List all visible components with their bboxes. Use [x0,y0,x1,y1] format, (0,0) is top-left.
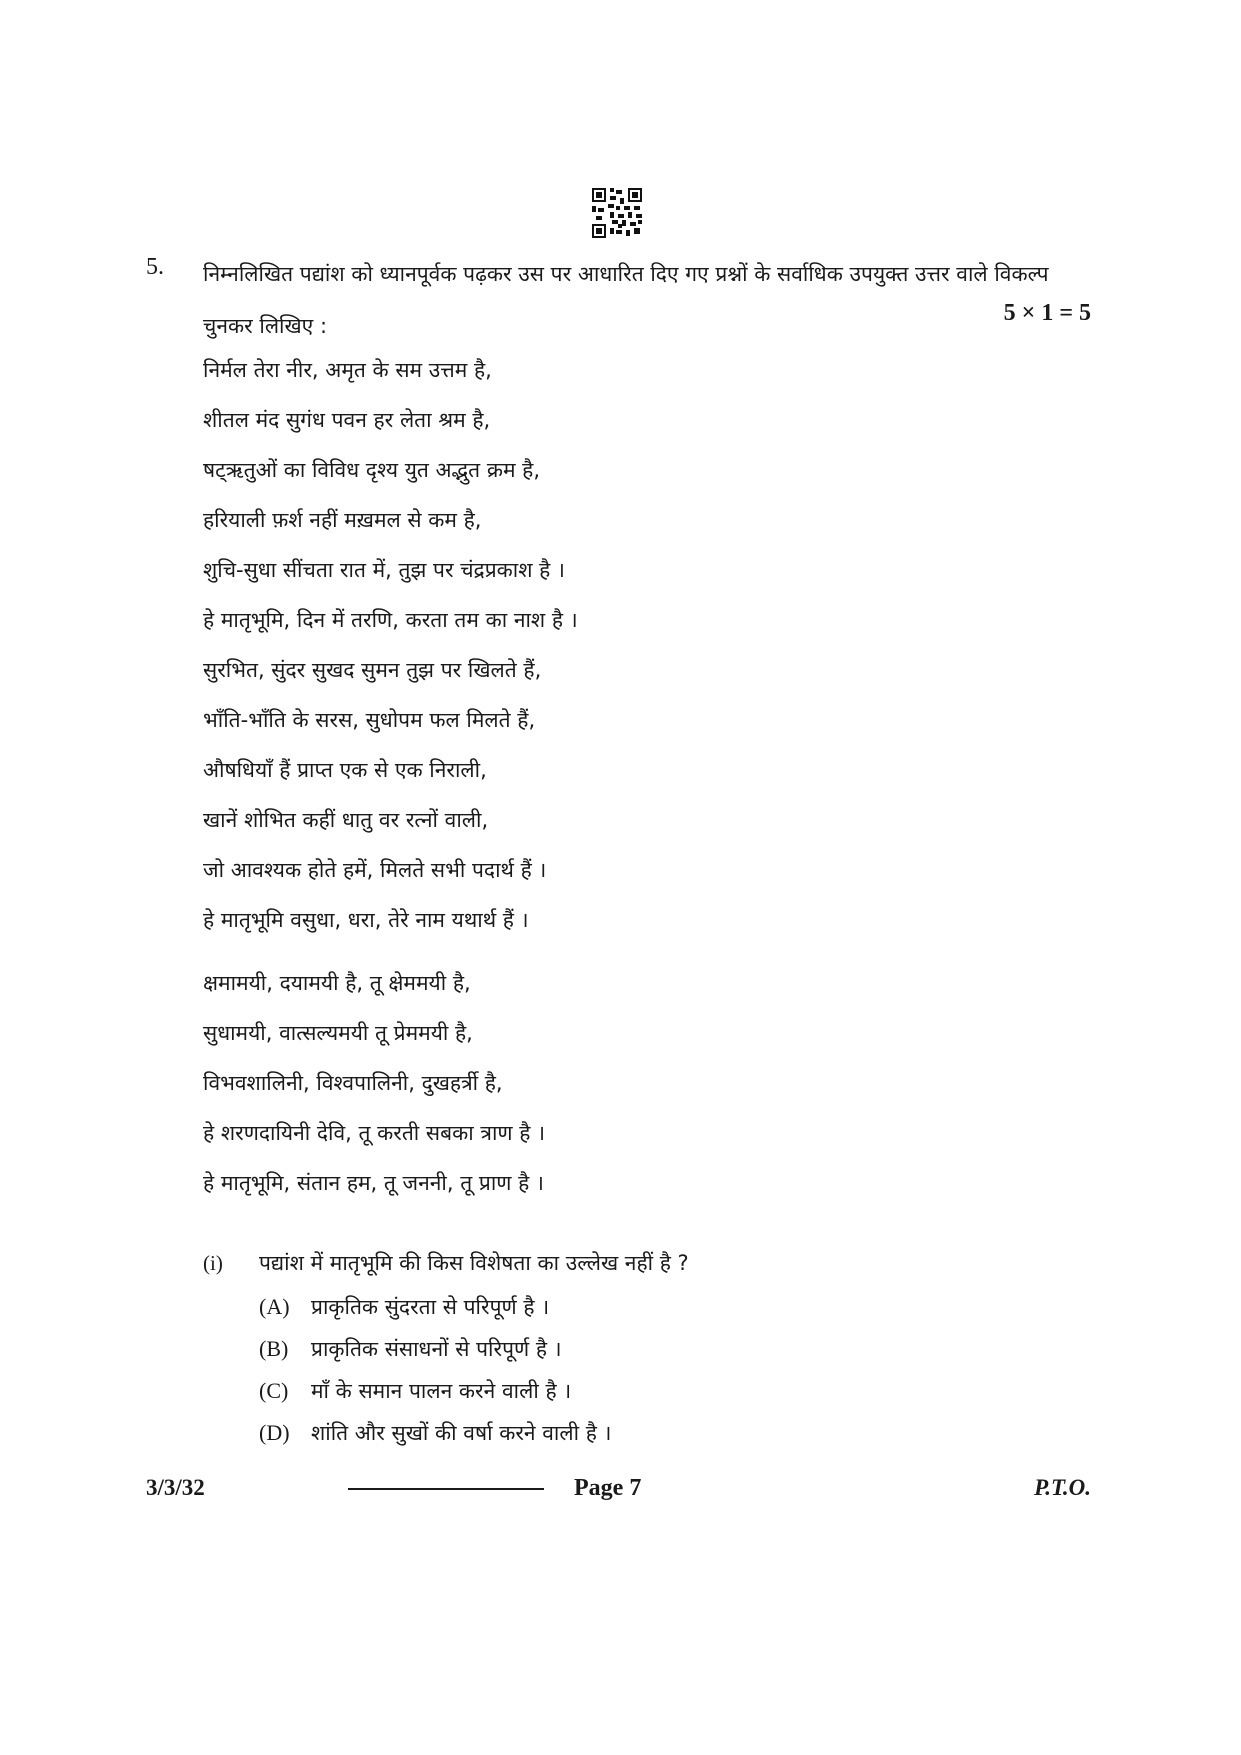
poem-line: हे शरणदायिनी देवि, तू करती सबका त्राण है । [203,1121,546,1145]
poem-stanza-1 [203,345,1003,945]
option-d [203,1412,1103,1454]
poem-line: विभवशालिनी, विश्वपालिनी, दुखहर्त्री है, [203,1071,503,1095]
poem-line: हरियाली फ़र्श नहीं मख़मल से कम है, [203,508,482,532]
poem-stanza-2 [203,958,1003,1208]
subquestion [203,1240,1103,1454]
poem-line: षट्ऋतुओं का विविध दृश्य युत अद्भुत क्रम है, [203,458,541,482]
subquestion-text: पद्यांश में मातृभूमि की किस विशेषता का उल्लेख नहीं है ? [259,1251,689,1275]
please-turn-over: P.T.O. [1034,1475,1091,1500]
option-label: (B) [259,1336,289,1361]
option-text: प्राकृतिक संसाधनों से परिपूर्ण है । [311,1337,562,1361]
option-text: प्राकृतिक सुंदरता से परिपूर्ण है । [311,1295,550,1319]
option-c [203,1370,1103,1412]
subquestion-stem [203,1240,1103,1286]
poem-line: निर्मल तेरा नीर, अमृत के सम उत्तम है, [203,358,492,382]
footer-divider [348,1488,544,1490]
question-number: 5. [146,254,164,280]
poem-line: क्षमामयी, दयामयी है, तू क्षेममयी है, [203,971,471,995]
poem-line: सुरभित, सुंदर सुखद सुमन तुझ पर खिलते हैं, [203,658,542,682]
poem-line: जो आवश्यक होते हमें, मिलते सभी पदार्थ हैं । [203,858,547,882]
poem-line: शुचि-सुधा सींचता रात में, तुझ पर चंद्रप्रकाश है । [203,558,565,582]
question-marks: 5 × 1 = 5 [1003,300,1091,326]
option-text: शांति और सुखों की वर्षा करने वाली है । [311,1421,612,1445]
option-label: (A) [259,1294,290,1319]
poem-line: हे मातृभूमि, संतान हम, तू जननी, तू प्राण है । [203,1171,544,1195]
subquestion-label: (i) [203,1251,223,1275]
poem-line: हे मातृभूमि, दिन में तरणि, करता तम का नाश है । [203,608,578,632]
poem-line: भाँति-भाँति के सरस, सुधोपम फल मिलते हैं, [203,708,536,732]
option-label: (D) [259,1420,290,1445]
poem-line: सुधामयी, वात्सल्यमयी तू प्रेममयी है, [203,1021,473,1045]
poem-line: शीतल मंद सुगंध पवन हर लेता श्रम है, [203,408,491,432]
page-number: Page 7 [574,1475,642,1501]
poem-line: खानें शोभित कहीं धातु वर रत्नों वाली, [203,808,489,832]
option-label: (C) [259,1378,289,1403]
qr-code-icon [592,188,642,238]
poem-line: औषधियाँ हैं प्राप्त एक से एक निराली, [203,758,487,782]
poem-line: हे मातृभूमि वसुधा, धरा, तेरे नाम यथार्थ हैं । [203,908,529,932]
option-text: माँ के समान पालन करने वाली है । [311,1379,572,1403]
paper-code: 3/3/32 [146,1475,205,1500]
option-a [203,1286,1103,1328]
question-instruction: निम्नलिखित पद्यांश को ध्यानपूर्वक पढ़कर उस पर आधारित दिए गए प्रश्नों के सर्वाधिक उपयुक्त उत्तर वाले विकल्प चुनकर लिखिए : [203,262,1049,338]
option-b [203,1328,1103,1370]
